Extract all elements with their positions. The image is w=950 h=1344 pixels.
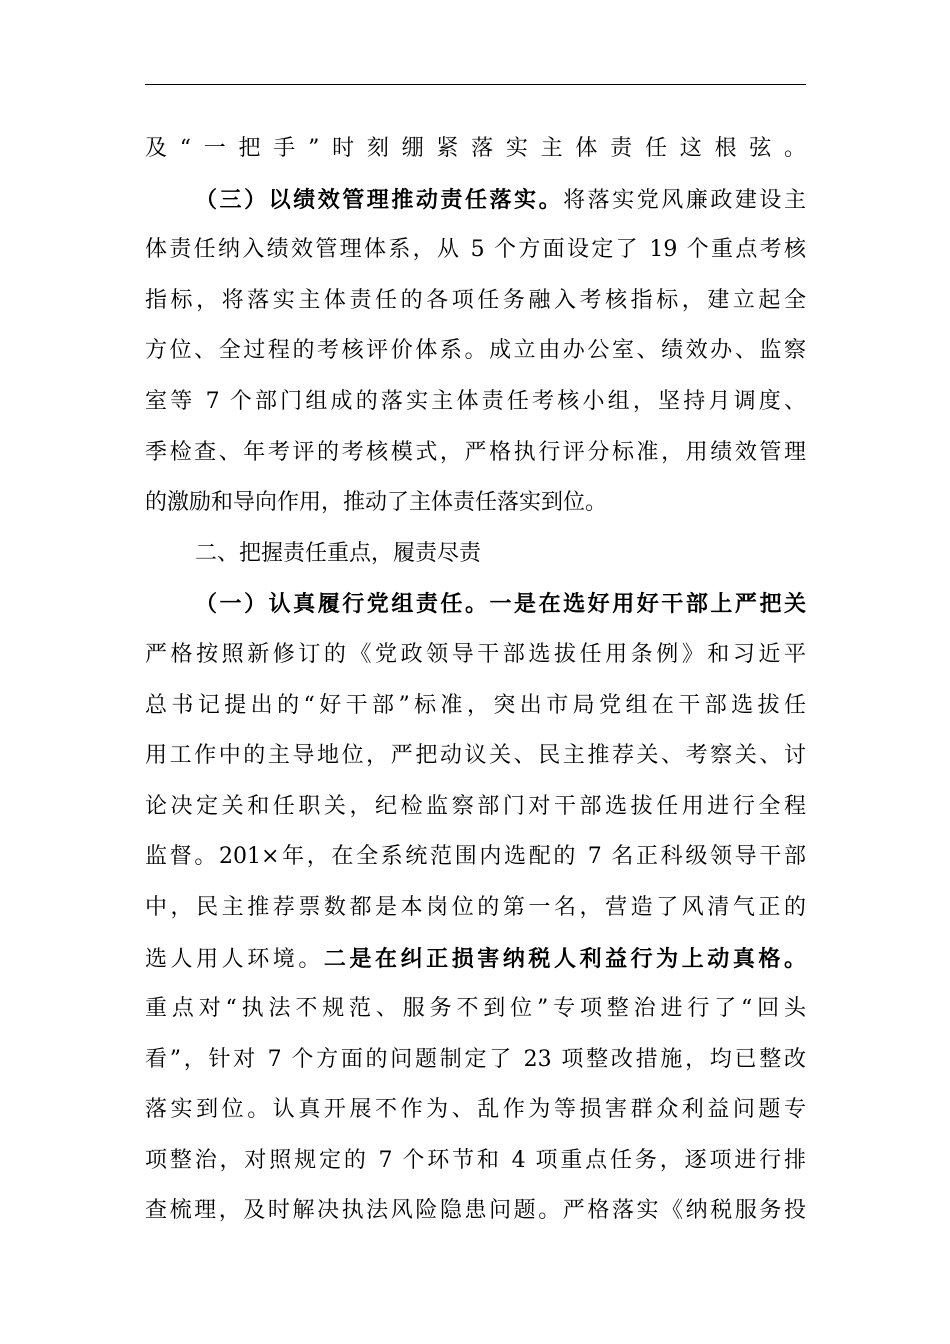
- text-line: [145, 377, 806, 428]
- text-line: [145, 1136, 806, 1187]
- text-line: [145, 428, 806, 479]
- text-segment: 监督。201×年，在全系统范围内选配的 7 名正科级领导干部: [145, 844, 806, 870]
- text-line: [145, 984, 806, 1035]
- text-segment: 室等 7 个部门组成的落实主体责任考核小组，坚持月调度、: [145, 388, 806, 414]
- text-segment: 及“一把手”时刻绷紧落实主体责任这根弦。: [145, 136, 806, 161]
- text-line: [145, 883, 806, 934]
- text-line: [145, 731, 806, 782]
- text-segment: 严格按照新修订的《党政领导干部选拔任用条例》和习近平: [145, 641, 806, 667]
- text-line: [145, 225, 806, 276]
- text-line: [145, 782, 806, 833]
- section-heading: （三）以绩效管理推动责任落实。: [195, 186, 564, 213]
- text-line: [145, 934, 806, 985]
- section-heading: 二、把握责任重点，履责尽责: [195, 540, 482, 566]
- header-rule: [145, 84, 806, 85]
- text-segment: 总书记提出的“好干部”标准，突出市局党组在干部选拔任: [145, 692, 806, 718]
- emphasis-text: 二是在纠正损害纳税人利益行为上动真格。: [323, 945, 806, 972]
- text-segment: 指标，将落实主体责任的各项任务融入考核指标，建立起全: [145, 287, 806, 313]
- text-segment: 方位、全过程的考核评价体系。成立由办公室、绩效办、监察: [145, 338, 806, 364]
- text-segment: 论决定关和任职关，纪检监察部门对干部选拔任用进行全程: [145, 793, 806, 819]
- text-line: [145, 175, 806, 226]
- text-segment: 查梳理，及时解决执法风险隐患问题。严格落实《纳税服务投: [145, 1198, 806, 1224]
- text-line: [145, 832, 806, 883]
- text-segment: 看”，针对 7 个方面的问题制定了 23 项整改措施，均已整改: [145, 1046, 806, 1072]
- text-segment: 落实到位。认真开展不作为、乱作为等损害群众利益问题专: [145, 1097, 806, 1123]
- text-line: [145, 630, 806, 681]
- text-segment: 的激励和导向作用，推动了主体责任落实到位。: [145, 490, 608, 516]
- text-segment: 重点对“执法不规范、服务不到位”专项整治进行了“回头: [145, 996, 806, 1022]
- text-segment: 项整治，对照规定的 7 个环节和 4 项重点任务，逐项进行排: [145, 1147, 806, 1173]
- text-line: [145, 124, 806, 175]
- text-line: [145, 529, 806, 580]
- text-segment: 用工作中的主导地位，严把动议关、民主推荐关、考察关、讨: [145, 743, 806, 769]
- section-heading: （一）认真履行党组责任。一是在选好用好干部上严把关: [195, 591, 806, 618]
- text-line: [145, 276, 806, 327]
- text-line: [145, 1085, 806, 1136]
- body-text: [145, 124, 806, 1237]
- text-line: [145, 579, 806, 630]
- text-segment: 选人用人环境。: [145, 946, 324, 972]
- text-line: [145, 681, 806, 732]
- text-segment: 将落实党风廉政建设主: [563, 187, 806, 213]
- text-line: [145, 326, 806, 377]
- text-line: [145, 478, 806, 529]
- text-line: [145, 1186, 806, 1237]
- text-segment: 体责任纳入绩效管理体系，从 5 个方面设定了 19 个重点考核: [145, 237, 806, 263]
- text-segment: 中，民主推荐票数都是本岗位的第一名，营造了风清气正的: [145, 894, 806, 920]
- text-segment: 季检查、年考评的考核模式，严格执行评分标准，用绩效管理: [145, 439, 806, 465]
- text-line: [145, 1035, 806, 1086]
